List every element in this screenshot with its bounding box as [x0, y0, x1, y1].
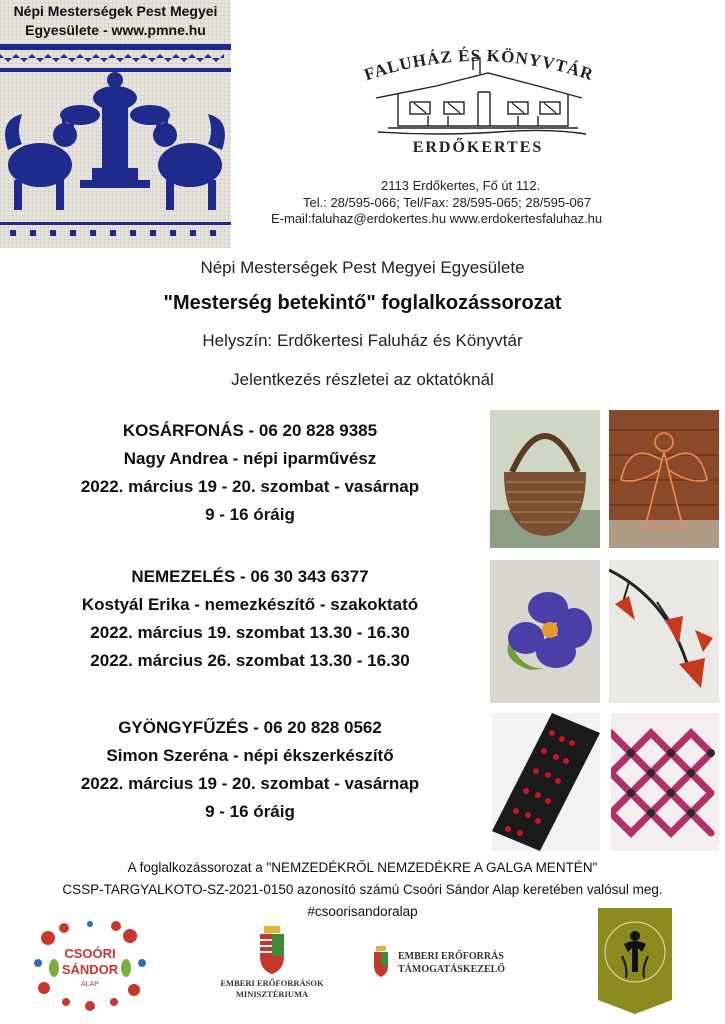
course-title: KOSÁRFONÁS - 06 20 828 9385	[122, 421, 378, 440]
apply-text: Jelentkezés részletei az oktatóknál	[231, 370, 494, 389]
course-instructor: Nagy Andrea - népi iparművész	[123, 449, 377, 468]
emmi-line2: MINISZTÉRIUMA	[235, 989, 309, 999]
course-time: 9 - 16 óráig	[205, 802, 295, 821]
csoori-line3: ALAP	[81, 981, 99, 988]
venue-text: Helyszín: Erdőkertesi Faluház és Könyvtár	[202, 331, 523, 350]
course-date: 2022. március 26. szombat 13.30 - 16.30	[90, 651, 410, 670]
course-instructor: Kostyál Erika - nemezkészítő - szakoktató	[81, 595, 419, 614]
emet-logo	[370, 944, 540, 980]
folk-crafts-badge	[598, 908, 672, 1014]
felt-fuchsia-photo	[609, 560, 719, 703]
course-title: NEMEZELÉS - 06 30 343 6377	[131, 567, 369, 586]
course-instructor: Simon Szeréna - népi ékszerkészítő	[106, 746, 394, 765]
address-line: 2113 Erdőkertes, Fő út 112.	[381, 178, 541, 193]
purple-bead-net-photo	[611, 713, 719, 851]
embroidery-caption	[0, 2, 231, 40]
csoori-line1: CSOÓRI	[64, 946, 116, 961]
footer-grant-line: CSSP-TARGYALKOTO-SZ-2021-0150 azonosító számú Csoóri Sándor Alap keretében valósul meg.	[62, 882, 663, 897]
course-felting	[20, 563, 480, 675]
red-bead-band-photo	[492, 713, 600, 851]
logo-bottom-text: ERDŐKERTES	[412, 139, 544, 156]
felt-flower-photo	[490, 560, 600, 703]
course-date: 2022. március 19 - 20. szombat - vasárnap	[80, 477, 420, 496]
embroidery-image	[0, 0, 231, 248]
course-date: 2022. március 19 - 20. szombat - vasárnap	[80, 774, 420, 793]
embroidery-caption-line2: Egyesülete - www.pmne.hu	[25, 22, 206, 38]
emmi-logo	[212, 924, 332, 1004]
faluhaz-logo	[358, 28, 598, 158]
series-title: "Mesterség betekintő" foglalkozássorozat	[163, 292, 562, 314]
basket-photo	[490, 410, 600, 548]
svg-text:FALUHÁZ ÉS KÖNYVTÁR	[362, 46, 596, 84]
phone-line: Tel.: 28/595-066; Tel/Fax: 28/595-065; 28/595-067	[303, 195, 592, 210]
course-time: 9 - 16 óráig	[205, 505, 295, 524]
embroidery-caption-line1: Népi Mesterségek Pest Megyei	[13, 3, 218, 19]
csoori-line2: SÁNDOR	[61, 962, 119, 977]
emet-line1: EMBERI ERŐFORRÁS	[398, 951, 504, 962]
csoori-sandor-alap-logo	[30, 918, 150, 1013]
course-title: GYÖNGYFŰZÉS - 06 20 828 0562	[118, 718, 382, 737]
organization-name: Népi Mesterségek Pest Megyei Egyesülete	[200, 258, 525, 277]
footer-program-line: A foglalkozássorozat a "NEMZEDÉKRŐL NEMZEDÉKRE A GALGA MENTÉN"	[127, 860, 598, 875]
course-date: 2022. március 19. szombat 13.30 - 16.30	[90, 623, 410, 642]
course-beading	[20, 714, 480, 826]
emet-coat-of-arms-icon	[374, 946, 388, 977]
footer-hashtag: #csoorisandoralap	[307, 904, 418, 919]
course-basket-weaving	[20, 417, 480, 529]
logo-top-text: FALUHÁZ ÉS KÖNYVTÁR	[361, 45, 597, 85]
emet-line2: TÁMOGATÁSKEZELŐ	[398, 964, 506, 975]
email-web-line: E-mail:faluhaz@erdokertes.hu www.erdokertesfaluhaz.hu	[271, 211, 603, 226]
emmi-line1: EMBERI ERŐFORRÁSOK	[220, 978, 324, 988]
embroidery-pattern	[0, 40, 231, 248]
willow-angel-photo	[609, 410, 719, 548]
hungarian-coat-of-arms-icon	[260, 926, 284, 974]
